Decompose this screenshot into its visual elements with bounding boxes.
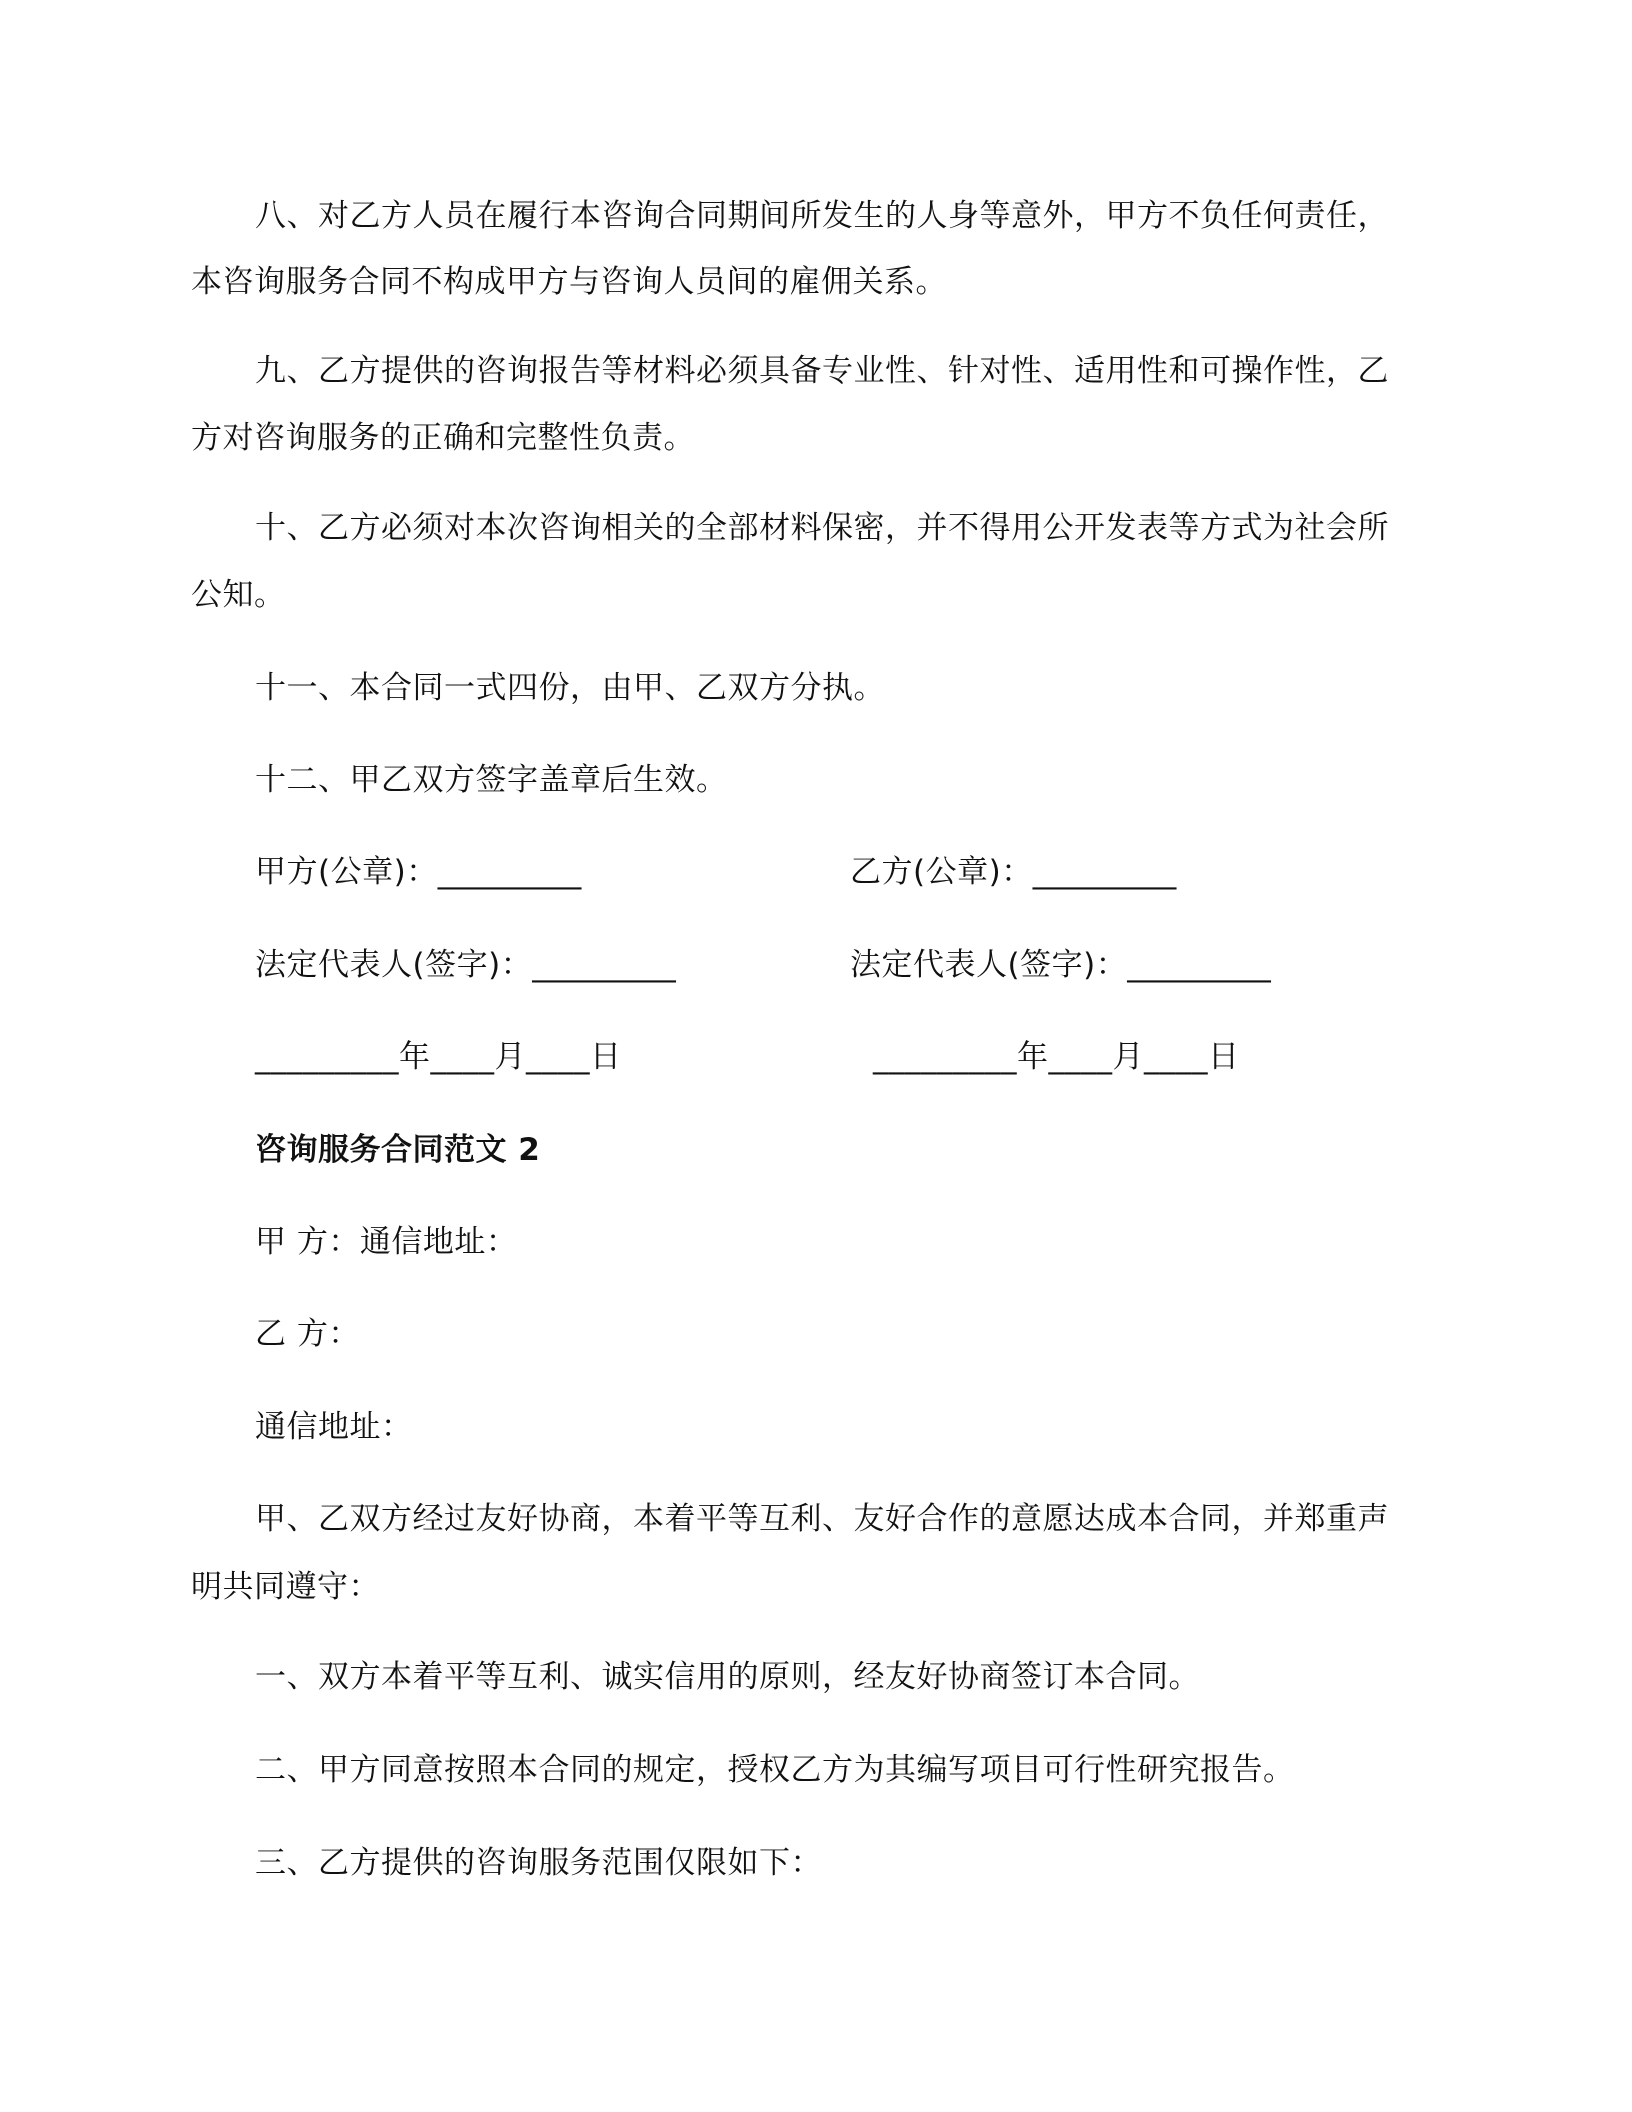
party-a-date-field: _________年____月____日 <box>255 1039 622 1075</box>
clause-12: 十二、甲乙双方签字盖章后生效。 <box>255 762 728 798</box>
party-b-date-field: _________年____月____日 <box>873 1039 1240 1075</box>
clause-8-line-2: 本咨询服务合同不构成甲方与咨询人员间的雇佣关系。 <box>191 264 947 300</box>
clause-10-line-1: 十、乙方必须对本次咨询相关的全部材料保密，并不得用公开发表等方式为社会所 <box>255 510 1389 546</box>
section-2-party-b: 乙 方： <box>255 1316 360 1352</box>
section-2-item-3: 三、乙方提供的咨询服务范围仅限如下： <box>255 1845 822 1881</box>
section-2-party-a: 甲 方：通信地址： <box>255 1224 518 1260</box>
section-2-title: 咨询服务合同范文 2 <box>255 1132 541 1168</box>
clause-9-line-1: 九、乙方提供的咨询报告等材料必须具备专业性、针对性、适用性和可操作性，乙 <box>255 353 1389 389</box>
clause-8-line-1: 八、对乙方人员在履行本咨询合同期间所发生的人身等意外，甲方不负任何责任， <box>255 198 1389 234</box>
section-2-item-2: 二、甲方同意按照本合同的规定，授权乙方为其编写项目可行性研究报告。 <box>255 1752 1295 1788</box>
clause-11: 十一、本合同一式四份，由甲、乙双方分执。 <box>255 670 885 706</box>
section-2-intro-line-1: 甲、乙双方经过友好协商，本着平等互利、友好合作的意愿达成本合同，并郑重声 <box>255 1501 1389 1537</box>
section-2-item-1: 一、双方本着平等互利、诚实信用的原则，经友好协商签订本合同。 <box>255 1659 1200 1695</box>
section-2-intro-line-2: 明共同遵守： <box>191 1569 380 1605</box>
clause-9-line-2: 方对咨询服务的正确和完整性负责。 <box>191 420 695 456</box>
party-a-representative-field: 法定代表人(签字)：_________ <box>255 947 677 983</box>
party-b-seal-field: 乙方(公章)：_________ <box>850 854 1177 890</box>
section-2-address: 通信地址： <box>255 1409 413 1445</box>
party-a-seal-field: 甲方(公章)：_________ <box>255 854 582 890</box>
clause-10-line-2: 公知。 <box>191 577 286 613</box>
party-b-representative-field: 法定代表人(签字)：_________ <box>850 947 1272 983</box>
